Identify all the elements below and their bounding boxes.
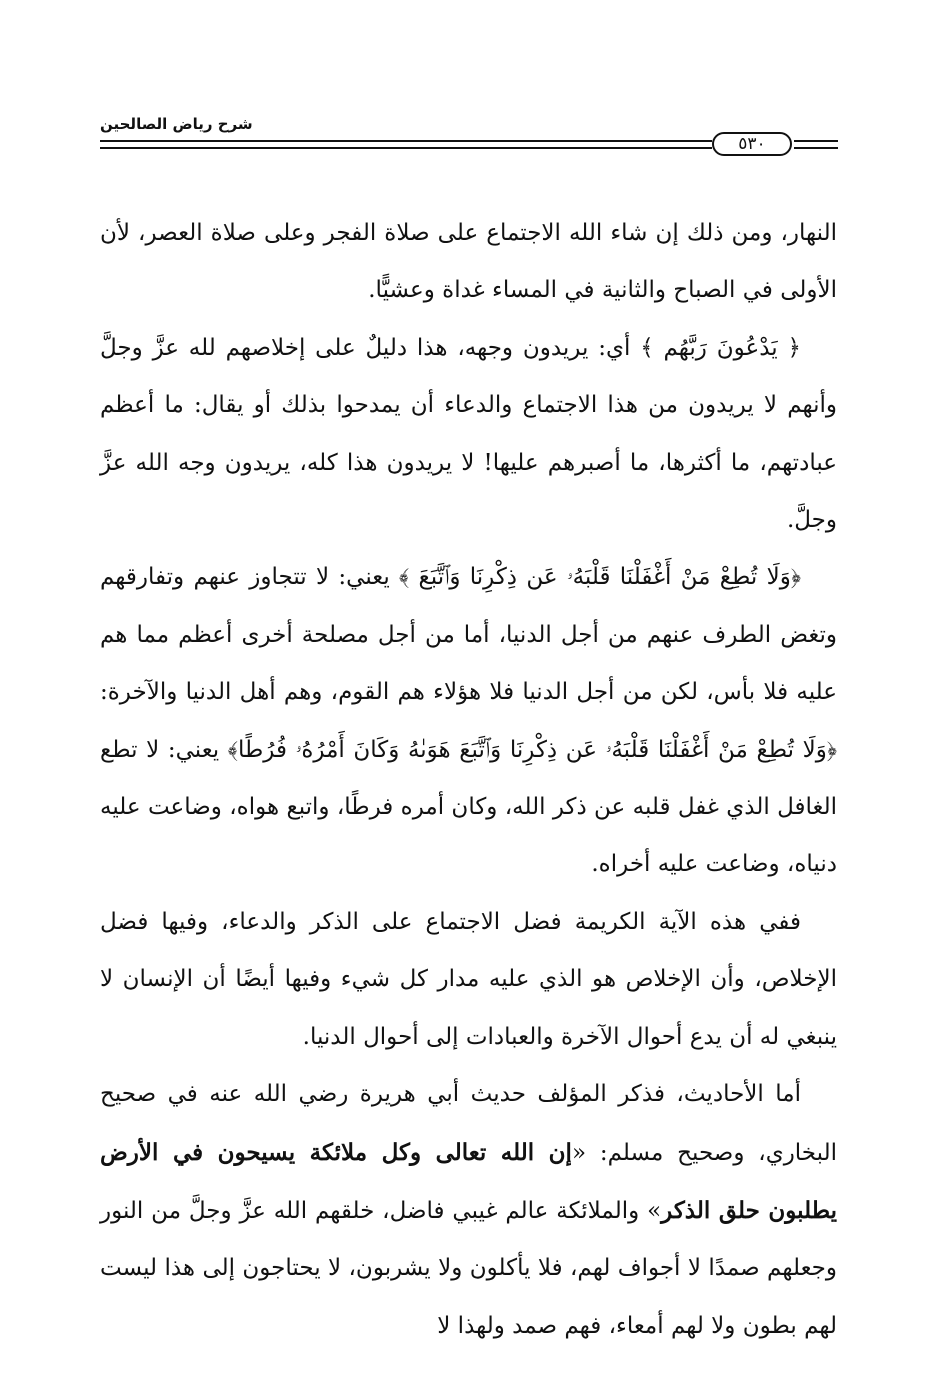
page-header bbox=[100, 110, 838, 158]
quran-verse: ﴿وَلَا تُطِعْ مَنْ أَغْفَلْنَا قَلْبَهُۥ عَن ذِكْرِنَا وَٱتَّبَعَ ﴾ bbox=[399, 564, 801, 591]
paragraph-5-text-b: » والملائكة عالم غيبي فاضل، خلقهم الله عزَّ وجلَّ من النور وجعلهم صمدًا لا أجواف لهم، فلا يأكلون ولا يشربون، لا يحتاجون إلى هذا ليست لهم بطون ولا لهم أمعاء، فهم صمد ولهذا لا bbox=[100, 1197, 837, 1339]
page-number: ٥٣٠ bbox=[712, 132, 792, 156]
header-rule-right bbox=[794, 140, 838, 149]
paragraph-5 bbox=[100, 1066, 837, 1355]
quran-verse: ﴿ يَدْعُونَ رَبَّهُم ﴾ bbox=[640, 334, 801, 361]
paragraph-3-text-b: يعني: لا تطع الغافل الذي غفل قلبه عن ذكر الله، وكان أمره فرطًا، واتبع هواه، وضاعت عليه دنياه، وضاعت عليه أخراه. bbox=[100, 736, 837, 878]
paragraph-3-text-a: يعني: لا تتجاوز عنهم وتفارقهم وتغض الطرف عنهم من أجل الدنيا، أما من أجل مصلحة أخرى أعظم مما هم عليه فلا بأس، لكن من أجل الدنيا فلا هؤلاء هم القوم، وهم أهل الدنيا والآخرة: bbox=[100, 564, 838, 706]
paragraph-4: ففي هذه الآية الكريمة فضل الاجتماع على الذكر والدعاء، وفيها فضل الإخلاص، وأن الإخلاص هو الذي عليه مدار كل شيء وفيها أيضًا أن الإنسان لا ينبغي له أن يدع أحوال الآخرة والعبادات إلى أحوال الدنيا. bbox=[100, 908, 837, 1050]
book-title: شرح رياض الصالحين bbox=[100, 115, 253, 133]
quran-verse-full: ﴿وَلَا تُطِعْ مَنْ أَغْفَلْنَا قَلْبَهُۥ عَن ذِكْرِنَا وَٱتَّبَعَ هَوَىٰهُ وَكَانَ أَمْرُهُۥ فُرُطًا﴾ bbox=[227, 736, 837, 763]
paragraph-2-text: أي: يريدون وجهه، هذا دليلٌ على إخلاصهم لله عزَّ وجلَّ وأنهم لا يريدون من هذا الاجتماع والدعاء أن يمدحوا بذلك أو يقال: ما أعظم عبادتهم، ما أكثرها، ما أصبرهم عليها! لا يريدون هذا كله، يريدون وجه الله عزَّ وجلَّ. bbox=[100, 334, 837, 534]
paragraph-2 bbox=[100, 320, 837, 550]
paragraph-5-text-a: أما الأحاديث، فذكر المؤلف حديث أبي هريرة رضي الله عنه في صحيح البخاري، وصحيح مسلم: « bbox=[100, 1081, 837, 1166]
paragraph-1: النهار، ومن ذلك إن شاء الله الاجتماع على صلاة الفجر وعلى صلاة العصر، لأن الأولى في الصباح والثانية في المساء غداة وعشيًّا. bbox=[100, 220, 837, 304]
body-text bbox=[100, 205, 837, 1355]
hadith-quote: إن الله تعالى وكل ملائكة يسيحون في الأرض يطلبون حلق الذكر bbox=[100, 1138, 837, 1224]
header-rule-left bbox=[100, 140, 712, 149]
paragraph-3 bbox=[100, 549, 837, 893]
